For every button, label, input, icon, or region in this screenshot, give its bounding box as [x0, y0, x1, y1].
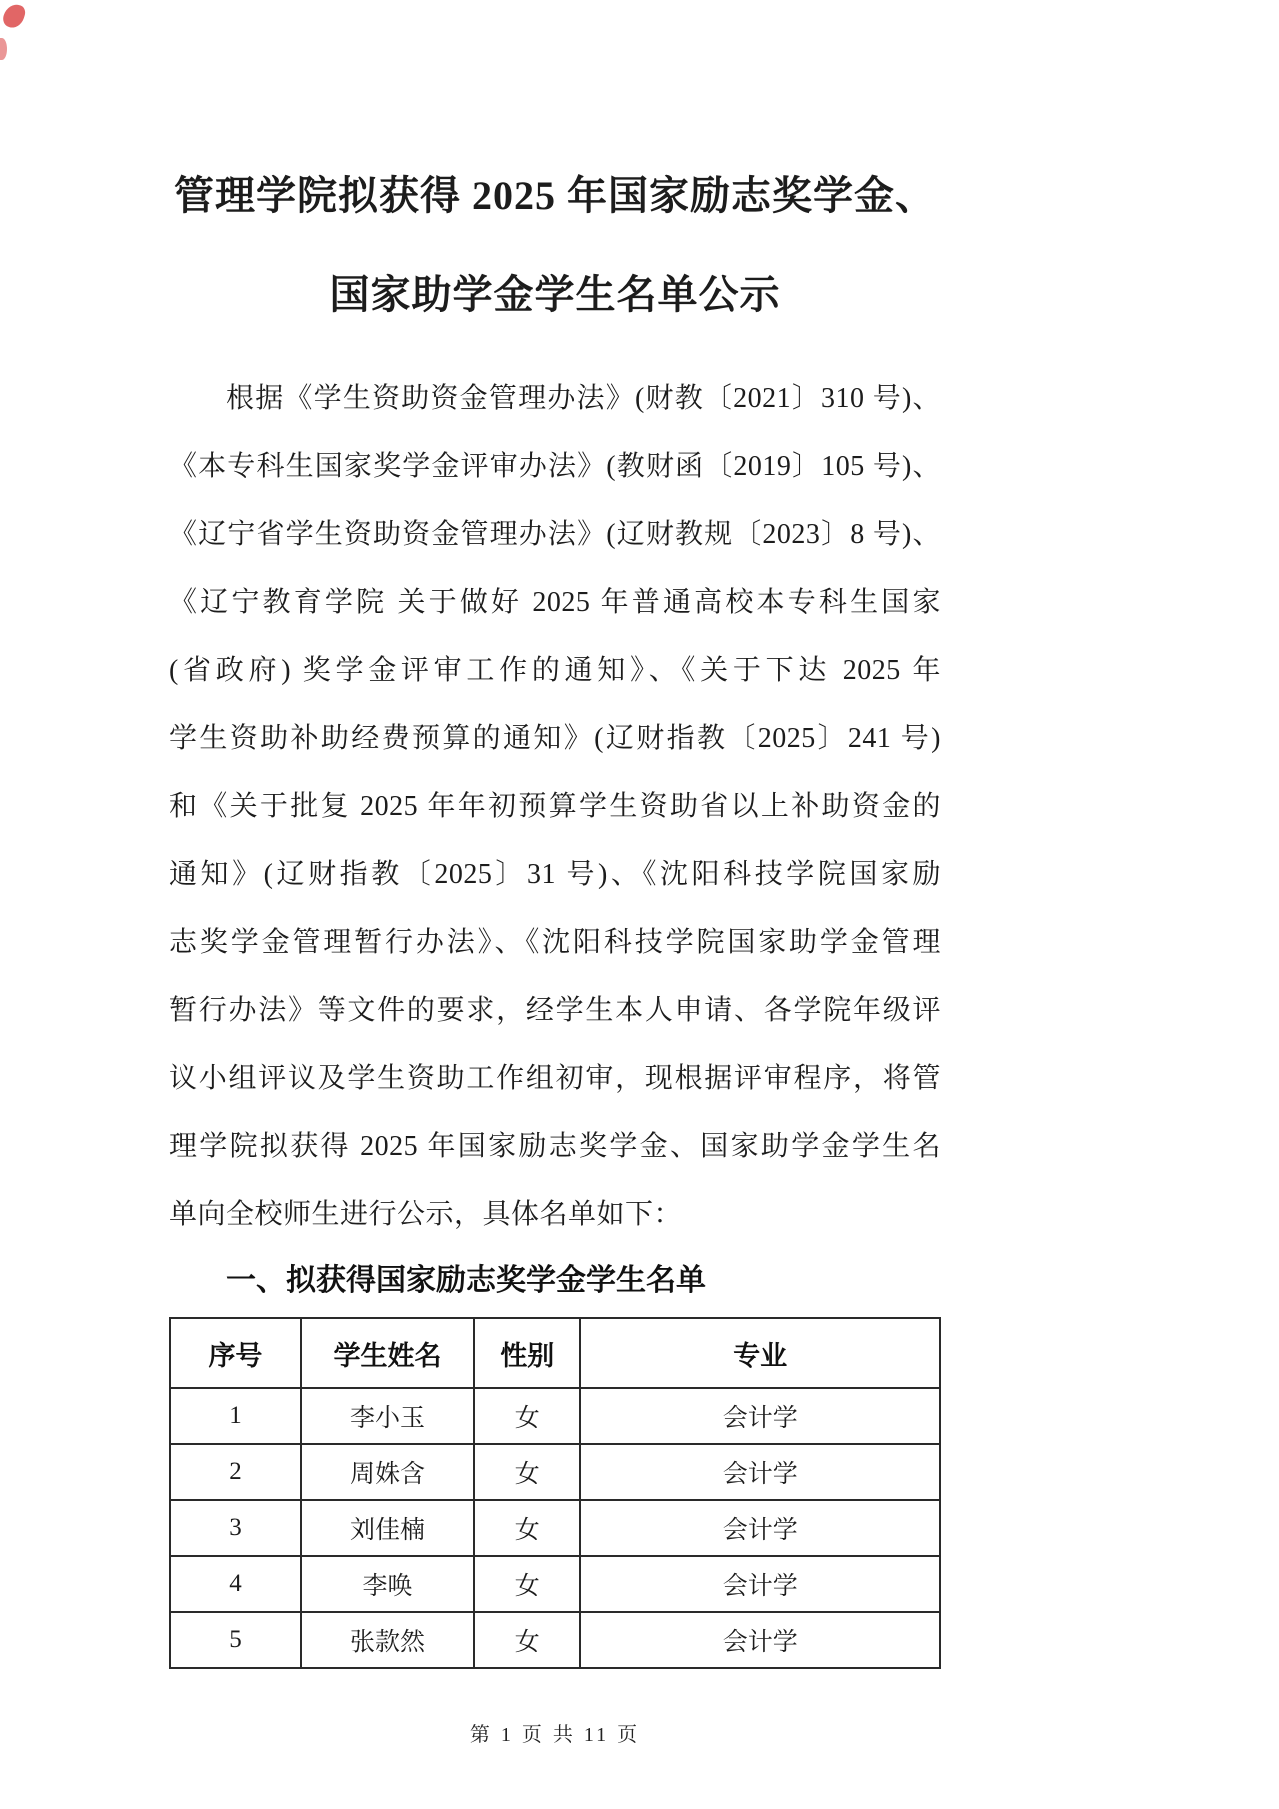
paragraph-line: 《辽宁省学生资助资金管理办法》(辽财教规〔2023〕8 号)、: [169, 519, 941, 550]
cell-student-name: 张款然: [301, 1612, 474, 1668]
paragraph-line: 和《关于批复 2025 年年初预算学生资助省以上补助资金的: [169, 791, 941, 822]
section-1-heading: 一、拟获得国家励志奖学金学生名单: [226, 1264, 706, 1297]
scholarship-roster-table: [169, 1317, 941, 1669]
document-title: [169, 146, 941, 344]
paragraph-line: 理学院拟获得 2025 年国家励志奖学金、国家助学金学生名: [169, 1131, 941, 1162]
cell-major: 会计学: [580, 1612, 940, 1668]
table-row: [170, 1500, 940, 1556]
document-title-line-1: 管理学院拟获得 2025 年国家励志奖学金、: [174, 173, 936, 218]
table-row: [170, 1444, 940, 1500]
table-row: [170, 1612, 940, 1668]
cell-gender: 女: [474, 1444, 580, 1500]
paragraph-line: 《本专科生国家奖学金评审办法》(教财函〔2019〕105 号)、: [169, 451, 941, 482]
scan-artifact-mark: [0, 38, 7, 60]
table-row: [170, 1388, 940, 1444]
scan-artifact-mark: [1, 1, 27, 30]
cell-student-name: 李唤: [301, 1556, 474, 1612]
paragraph-line: 议小组评议及学生资助工作组初审，现根据评审程序，将管: [169, 1063, 941, 1094]
column-header-major: 专业: [580, 1318, 940, 1388]
cell-gender: 女: [474, 1388, 580, 1444]
cell-student-name: 刘佳楠: [301, 1500, 474, 1556]
paragraph-line: 根据《学生资助资金管理办法》(财教〔2021〕310 号)、: [226, 383, 941, 414]
document-title-line-2: 国家助学金学生名单公示: [329, 272, 781, 317]
intro-paragraph: [169, 365, 941, 1249]
paragraph-line: (省政府) 奖学金评审工作的通知》、《关于下达 2025 年: [169, 655, 941, 686]
column-header-serial-number: 序号: [170, 1318, 301, 1388]
paragraph-line: 志奖学金管理暂行办法》、《沈阳科技学院国家助学金管理: [169, 927, 941, 958]
table-header-row: [170, 1318, 940, 1388]
cell-student-name: 李小玉: [301, 1388, 474, 1444]
column-header-gender: 性别: [474, 1318, 580, 1388]
column-header-student-name: 学生姓名: [301, 1318, 474, 1388]
cell-major: 会计学: [580, 1556, 940, 1612]
cell-gender: 女: [474, 1612, 580, 1668]
paragraph-line: 《辽宁教育学院 关于做好 2025 年普通高校本专科生国家: [169, 587, 941, 618]
paragraph-line: 学生资助补助经费预算的通知》(辽财指教〔2025〕241 号): [169, 723, 941, 754]
cell-student-name: 周姝含: [301, 1444, 474, 1500]
cell-serial-number: 1: [170, 1388, 301, 1444]
document-content: [169, 0, 941, 1809]
paragraph-line: 单向全校师生进行公示，具体名单如下：: [169, 1199, 683, 1230]
cell-gender: 女: [474, 1500, 580, 1556]
cell-serial-number: 3: [170, 1500, 301, 1556]
cell-major: 会计学: [580, 1500, 940, 1556]
paragraph-line: 通知》(辽财指教〔2025〕31 号)、《沈阳科技学院国家励: [169, 859, 941, 890]
table-row: [170, 1556, 940, 1612]
cell-serial-number: 4: [170, 1556, 301, 1612]
cell-gender: 女: [474, 1556, 580, 1612]
paragraph-line: 暂行办法》等文件的要求，经学生本人申请、各学院年级评: [169, 995, 941, 1026]
cell-serial-number: 2: [170, 1444, 301, 1500]
cell-major: 会计学: [580, 1444, 940, 1500]
page-footer: 第 1 页 共 11 页: [469, 1724, 641, 1746]
cell-major: 会计学: [580, 1388, 940, 1444]
cell-serial-number: 5: [170, 1612, 301, 1668]
